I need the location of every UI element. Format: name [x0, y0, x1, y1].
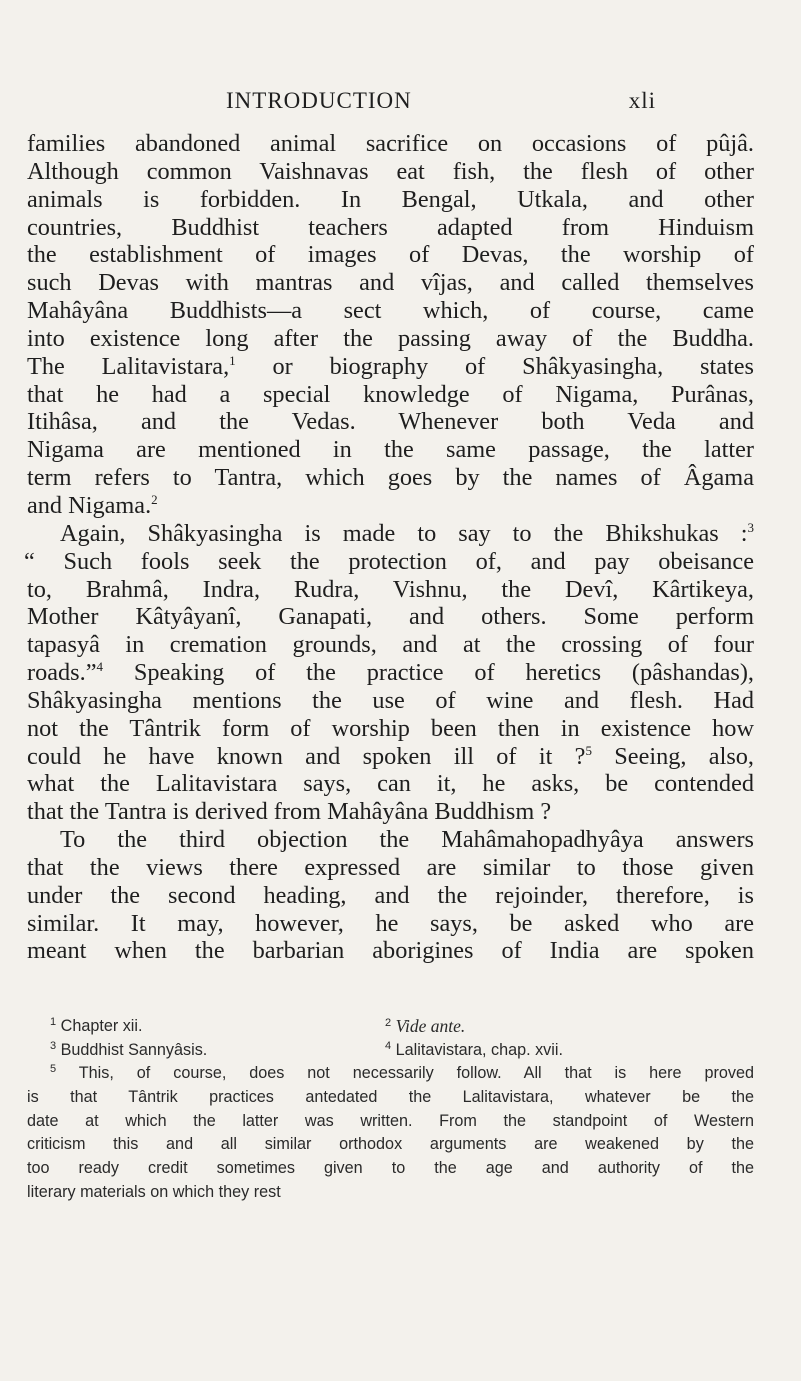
body-line: Mahâyâna Buddhists—a sect which, of course, came	[27, 297, 754, 325]
body-line	[27, 743, 754, 771]
footnote-marker: 2	[151, 491, 158, 507]
footnote-text: This, of course, does not necessarily follow. All that is here proved	[78, 1064, 754, 1082]
body-text	[24, 130, 754, 965]
page-number: xli	[628, 88, 656, 113]
body-line: what the Lalitavistara says, can it, he asks, be contended	[27, 770, 754, 798]
body-line: that the Tantra is derived from Mahâyâna Buddhism ?	[27, 798, 552, 826]
footnote-1	[50, 1014, 143, 1038]
body-line: such Devas with mantras and vîjas, and called themselves	[27, 269, 754, 297]
footnote-marker: 5	[585, 742, 592, 758]
body-line: Although common Vaishnavas eat fish, the flesh of other	[27, 157, 754, 185]
body-line: Nigama are mentioned in the same passage, the latter	[27, 436, 754, 464]
body-line: tapasyâ in cremation grounds, and at the crossing of four	[27, 631, 754, 659]
footnotes	[27, 1014, 754, 1205]
footnote-marker: 3	[747, 519, 754, 535]
footnote-marker: 1	[229, 352, 236, 368]
body-line: not the Tântrik form of worship been then in existence how	[27, 714, 754, 742]
footnote-2	[385, 1014, 465, 1039]
body-line	[27, 659, 754, 687]
body-line: families abandoned animal sacrifice on occasions of pûjâ.	[27, 130, 754, 157]
footnote-line: criticism this and all similar orthodox arguments are weakened by the	[27, 1135, 754, 1154]
footnote-text: Lalitavistara, chap. xvii.	[395, 1041, 563, 1059]
footnote-number: 5	[50, 1063, 57, 1075]
footnote-line: date at which the latter was written. From the standpoint of Western	[27, 1111, 754, 1130]
footnote-text: Buddhist Sannyâsis.	[60, 1041, 208, 1059]
body-line: Itihâsa, and the Vedas. Whenever both Veda and	[27, 408, 754, 436]
body-line: animals is forbidden. In Bengal, Utkala, and other	[27, 185, 754, 213]
body-line: Mother Kâtyâyanî, Ganapati, and others. Some perform	[27, 603, 754, 631]
body-line: countries, Buddhist teachers adapted from Hinduism	[27, 213, 754, 241]
body-line: Shâkyasingha mentions the use of wine and flesh. Had	[27, 686, 754, 714]
body-line-segment: or biography of Shâkyasingha, states	[272, 352, 754, 380]
paragraph-start-line: To the third objection the Mahâmahopadhyâya answers	[60, 826, 754, 854]
body-line-segment: roads.”	[27, 659, 97, 687]
footnote-marker: 4	[96, 659, 103, 675]
body-line-segment: Seeing, also,	[614, 742, 754, 770]
footnote-3	[50, 1038, 207, 1062]
footnote-text: Chapter xii.	[60, 1017, 143, 1035]
body-line-segment: Again, Shâkyasingha is made to say to the Bhikshukas :	[60, 519, 748, 547]
body-line: term refers to Tantra, which goes by the names of Âgama	[27, 464, 754, 492]
body-line	[27, 492, 754, 520]
running-head-title: INTRODUCTION	[226, 88, 412, 113]
body-line-segment: Speaking of the practice of heretics (pâshandas),	[133, 659, 754, 687]
footnote-line	[27, 1062, 754, 1086]
body-line-segment: The Lalitavistara,	[27, 352, 230, 380]
paragraph-start-line	[27, 520, 754, 548]
body-line: similar. It may, however, he says, be asked who are	[27, 909, 754, 937]
footnote-line: literary materials on which they rest	[27, 1182, 281, 1201]
footnote-text: Vide ante.	[395, 1016, 466, 1036]
body-line: that he had a special knowledge of Nigama, Purânas,	[27, 380, 754, 408]
body-line: into existence long after the passing away of the Buddha.	[27, 324, 754, 352]
body-line: meant when the barbarian aborigines of India are spoken	[27, 937, 754, 965]
footnote-4	[385, 1038, 563, 1062]
body-line: under the second heading, and the rejoinder, therefore, is	[27, 881, 754, 909]
body-line: the establishment of images of Devas, the worship of	[27, 241, 754, 269]
body-line: that the views there expressed are similar to those given	[27, 853, 754, 881]
footnote-line: too ready credit sometimes given to the age and authority of the	[27, 1159, 754, 1178]
body-line-segment: could he have known and spoken ill of it ?	[27, 742, 586, 770]
footnote-number: 3	[50, 1040, 57, 1052]
body-line	[27, 353, 754, 381]
footnote-number: 4	[385, 1040, 392, 1052]
footnote-row	[27, 1038, 754, 1062]
body-line-segment: and Nigama.	[27, 491, 152, 519]
footnote-line: is that Tântrik practices antedated the Lalitavistara, whatever be the	[27, 1087, 754, 1106]
footnote-number: 1	[50, 1016, 57, 1028]
footnote-row	[27, 1014, 754, 1038]
body-line: to, Brahmâ, Indra, Rudra, Vishnu, the Devî, Kârtikeya,	[27, 575, 754, 603]
footnote-number: 2	[385, 1017, 392, 1029]
footnote-5	[27, 1062, 754, 1205]
body-line: “ Such fools seek the protection of, and pay obeisance	[24, 547, 754, 575]
